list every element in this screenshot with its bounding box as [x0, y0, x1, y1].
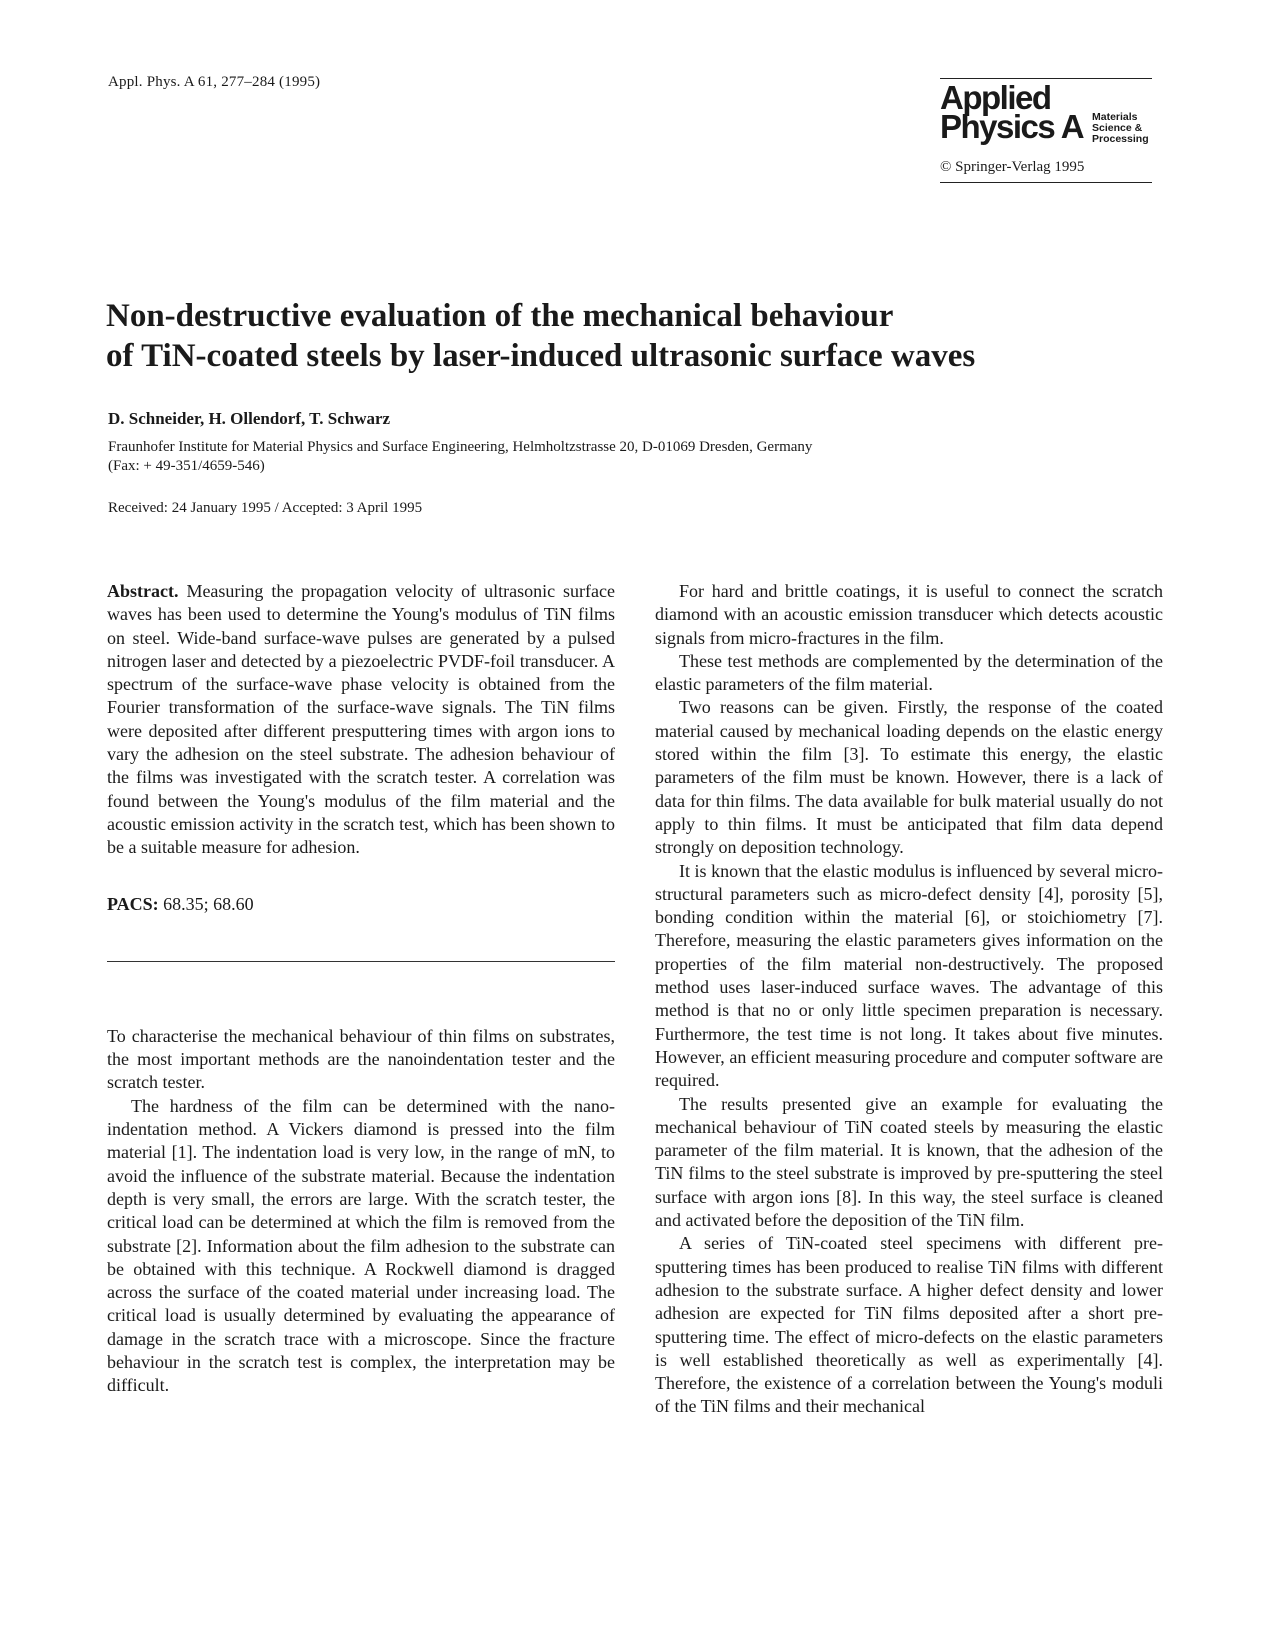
- authors: D. Schneider, H. Ollendorf, T. Schwarz: [108, 409, 391, 428]
- body-paragraph: To characterise the mechanical behaviour of thin films on substrates, the most important methods are the nanoindentation tester and the scratch tester.: [107, 1025, 615, 1093]
- body-paragraph: The hardness of the film can be determined with the nano-indentation method. A Vickers diamond is pressed into the film material [1]. The indentation load is very low, in the range of mN, to avoid the influence of the substrate material. Because the indentation depth is very small, the errors are large. With the scratch tester, the critical load can be determined at which the film is removed from the substrate [2]. Information about the film adhesion to the substrate can be obtained with this technique. A Rockwell diamond is dragged across the surface of the coated material under increasing load. The critical load is usually determined by evaluating the appearance of damage in the scratch trace with a microscope. Since the fracture behaviour in the scratch test is complex, the interpretation may be difficult.: [107, 1095, 615, 1396]
- journal-logo: [940, 79, 1152, 149]
- paper-title: [106, 296, 1166, 376]
- body-paragraph: It is known that the elastic modulus is influenced by several micro-structural parameters such as micro-defect density [4], porosity [5], bonding condition within the material [6], or stoichiometry [7]. Therefore, measuring the elastic parameters gives information on the properties of the film material non-destructively. The proposed method uses laser-induced surface waves. The advantage of this method is that no or only little specimen preparation is necessary. Furthermore, the test time is not long. It takes about five minutes. However, an efficient measuring procedure and computer software are required.: [655, 860, 1163, 1091]
- right-column: [655, 580, 1163, 1419]
- journal-citation: Appl. Phys. A 61, 277–284 (1995): [108, 74, 321, 90]
- journal-logo-line2: Physics A: [940, 108, 1084, 145]
- journal-bottom-rule: [940, 182, 1152, 183]
- body-paragraph: These test methods are complemented by the determination of the elastic parameters of the film material.: [655, 650, 1163, 695]
- journal-block: [940, 78, 1152, 183]
- journal-sub-line2: Science &: [1092, 122, 1143, 134]
- pacs-value: 68.35; 68.60: [163, 893, 254, 914]
- title-line-1: Non-destructive evaluation of the mechanical behaviour: [106, 298, 894, 334]
- abstract: [107, 580, 615, 860]
- abstract-label: Abstract.: [107, 581, 179, 601]
- journal-sub-line3: Processing: [1092, 133, 1149, 145]
- pacs: [107, 893, 615, 916]
- title-line-2: of TiN-coated steels by laser-induced ultrasonic surface waves: [106, 338, 976, 374]
- body-paragraph: A series of TiN-coated steel specimens with different pre-sputtering times has been produced to realise TiN films with different adhesion to the substrate surface. A higher defect density and lower adhesion are expected for TiN films deposited after a short pre-sputtering time. The effect of micro-defects on the elastic parameters is well established theoretically as well as experimentally [4]. Therefore, the existence of a correlation between the Young's moduli of the TiN films and their mechanical: [655, 1233, 1163, 1417]
- abstract-text: Measuring the propagation velocity of ultrasonic surface waves has been used to determine the Young's modulus of TiN films on steel. Wide-band surface-wave pulses are generated by a pulsed nitrogen laser and detected by a piezoelectric PVDF-foil transducer. A spectrum of the surface-wave phase velocity is obtained from the Fourier transformation of the surface-wave signals. The TiN films were deposited after different presputtering times with argon ions to vary the adhesion on the steel substrate. The adhesion behaviour of the films was investigated with the scratch tester. A correlation was found between the Young's modulus of the film material and the acoustic emission activity in the scratch test, which has been shown to be a suitable measure for adhesion.: [107, 581, 615, 858]
- pacs-label: PACS:: [107, 893, 159, 914]
- journal-logo-line1: Applied: [940, 79, 1051, 116]
- section-divider: [107, 961, 615, 962]
- affiliation-line-1: Fraunhofer Institute for Material Physics and Surface Engineering, Helmholtzstrasse 20, D-01069 Dresden, Germany: [108, 439, 813, 455]
- journal-sub-line1: Materials: [1092, 111, 1138, 123]
- body-paragraph: Two reasons can be given. Firstly, the response of the coated material caused by mechanical loading depends on the elastic energy stored within the film [3]. To estimate this energy, the elastic parameters of the film must be known. However, there is a lack of data for thin films. The data available for bulk material usually do not apply to thin films. It must be anticipated that film data depend strongly on deposition technology.: [655, 697, 1163, 858]
- received-dates: Received: 24 January 1995 / Accepted: 3 April 1995: [108, 500, 423, 516]
- copyright-notice: © Springer-Verlag 1995: [940, 159, 1085, 175]
- journal-logo-subtitle: [1092, 112, 1149, 145]
- journal-logo-name: [940, 79, 1084, 145]
- body-paragraph: The results presented give an example for evaluating the mechanical behaviour of TiN coated steels by measuring the elastic parameter of the film material. It is known, that the adhesion of the TiN films to the steel substrate is improved by pre-sputtering the steel surface with argon ions [8]. In this way, the steel surface is cleaned and activated before the deposition of the TiN film.: [655, 1093, 1163, 1231]
- affiliation: [108, 438, 1168, 476]
- body-paragraph: For hard and brittle coatings, it is useful to connect the scratch diamond with an acoustic emission transducer which detects acoustic signals from micro-fractures in the film.: [655, 581, 1163, 648]
- left-column: [107, 580, 615, 1398]
- affiliation-line-2: (Fax: + 49-351/4659-546): [108, 458, 265, 474]
